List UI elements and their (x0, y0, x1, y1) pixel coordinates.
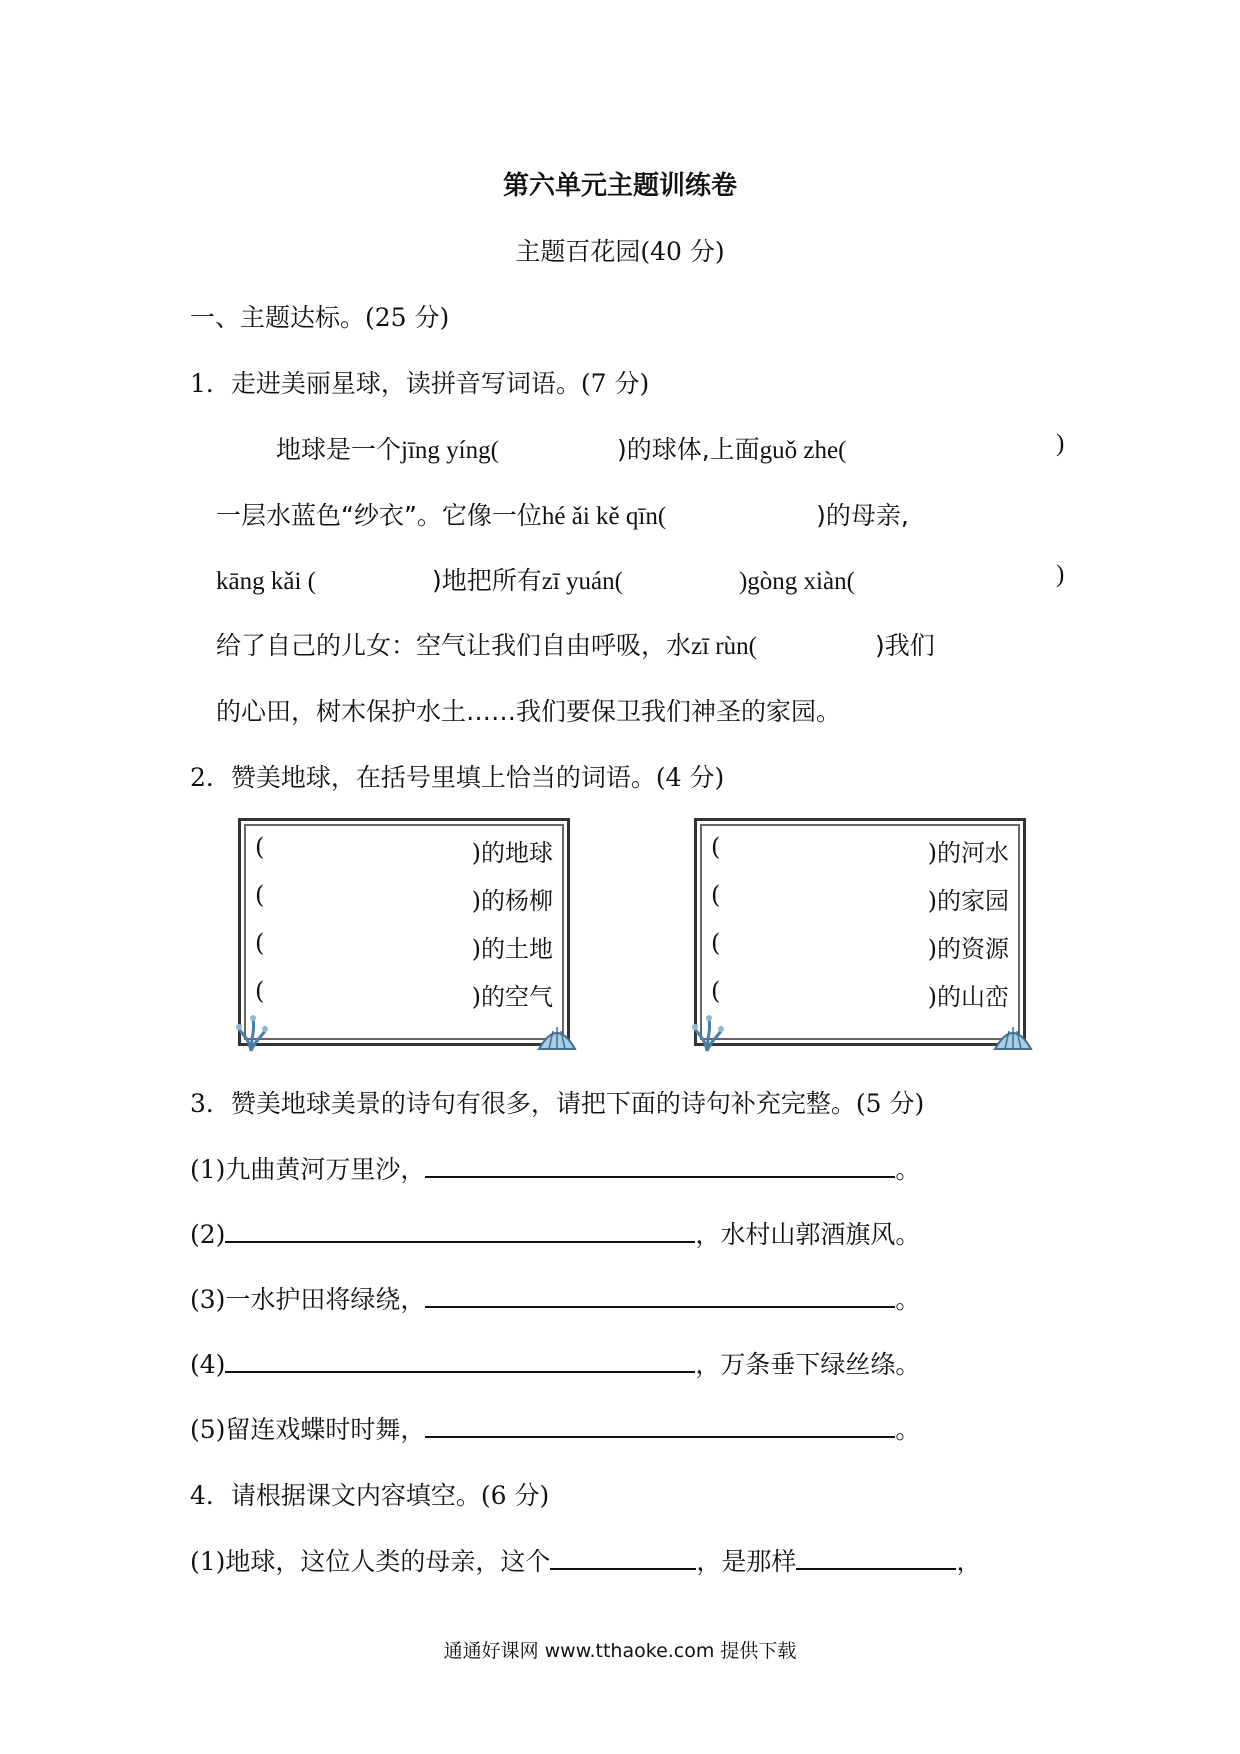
answer-blank[interactable] (425, 1151, 895, 1178)
q3-item-prefix: (5)留连戏蝶时时舞， (190, 1415, 426, 1444)
open-paren: ( (711, 977, 721, 1005)
shell-icon (991, 1019, 1035, 1053)
q3-item-suffix: ，水村山郭酒旗风。 (695, 1220, 921, 1249)
close-paren: ) (927, 887, 937, 915)
q1-line2-text-b: )的母亲, (816, 501, 909, 530)
answer-blank[interactable] (425, 1281, 895, 1308)
answer-blank[interactable] (225, 1216, 695, 1243)
q3-item-suffix: 。 (895, 1155, 921, 1184)
q1-line4-text-b: )我们 (874, 631, 935, 660)
section-one-heading: 一、主题达标。(25 分) (190, 303, 450, 332)
q3-item-1 (190, 1150, 920, 1186)
q1-line-3 (216, 561, 1076, 597)
page-footer: 通通好课网 www.tthaoke.com 提供下载 (443, 1640, 797, 1662)
q1-line-2 (216, 496, 1076, 532)
q2-left-item: 的土地 (481, 935, 553, 963)
q2-heading: 2．赞美地球，在括号里填上恰当的词语。(4 分) (190, 763, 725, 792)
open-paren: ( (711, 833, 721, 861)
q1-line-4 (216, 626, 1076, 662)
open-paren: ( (255, 977, 265, 1005)
q1-line2-pinyin-1: hé ǎi kě qīn( (541, 503, 667, 530)
open-paren: ( (255, 881, 265, 909)
q3-item-suffix: 。 (895, 1285, 921, 1314)
q2-right-row (711, 977, 1009, 1011)
q3-heading: 3．赞美地球美景的诗句有很多，请把下面的诗句补充完整。(5 分) (190, 1089, 925, 1118)
q2-right-row (711, 881, 1009, 915)
q1-line3-text-a: )地把所有 (431, 566, 542, 595)
q3-item-5 (190, 1410, 920, 1446)
q4-line-1 (190, 1542, 981, 1578)
q1-line2-text-a: 一层水蓝色“纱衣”。它像一位 (216, 501, 542, 530)
close-paren: ) (927, 983, 937, 1011)
q2-left-item: 的杨柳 (481, 887, 553, 915)
page-subtitle: 主题百花园(40 分) (515, 237, 725, 266)
q2-left-item: 的地球 (481, 839, 553, 867)
q2-right-item: 的河水 (937, 839, 1009, 867)
q3-item-2 (190, 1215, 920, 1251)
q1-line4-pinyin-1: zī rùn( (691, 633, 757, 660)
q3-item-prefix: (2) (190, 1220, 226, 1249)
close-paren: ) (471, 935, 481, 963)
q1-line1-text-b: )的球体,上面 (616, 435, 760, 464)
open-paren: ( (711, 929, 721, 957)
close-paren: ) (927, 935, 937, 963)
answer-blank[interactable] (425, 1411, 895, 1438)
q3-item-suffix: 。 (895, 1415, 921, 1444)
q1-line-1 (276, 430, 1076, 466)
close-paren: ) (471, 983, 481, 1011)
shell-icon (535, 1019, 579, 1053)
q3-item-suffix: ，万条垂下绿丝绦。 (695, 1350, 921, 1379)
q1-line3-pinyin-2: zī yuán( (541, 568, 623, 595)
q2-left-box (238, 818, 570, 1046)
q2-right-item: 的山峦 (937, 983, 1009, 1011)
page-title: 第六单元主题训练卷 (502, 171, 737, 201)
q1-line1-pinyin-2: guǒ zhe( (759, 437, 847, 464)
q4-text-a: (1)地球，这位人类的母亲，这个 (190, 1547, 551, 1576)
q4-heading: 4．请根据课文内容填空。(6 分) (190, 1481, 550, 1510)
q1-line1-text-a: 地球是一个 (276, 435, 402, 464)
q2-left-row (255, 881, 553, 915)
q1-line1-close: ) (1056, 430, 1065, 457)
q3-item-prefix: (4) (190, 1350, 226, 1379)
open-paren: ( (255, 833, 265, 861)
q1-line1-pinyin-1: jīng yíng( (401, 437, 499, 464)
coral-icon (231, 1009, 271, 1053)
q2-right-row (711, 929, 1009, 963)
q2-right-item: 的资源 (937, 935, 1009, 963)
q1-line3-close: ) (1056, 561, 1065, 588)
q1-heading: 1．走进美丽星球，读拼音写词语。(7 分) (190, 369, 650, 398)
q2-left-row (255, 977, 553, 1011)
open-paren: ( (711, 881, 721, 909)
q2-left-item: 的空气 (481, 983, 553, 1011)
q2-left-row (255, 929, 553, 963)
q3-item-3 (190, 1280, 920, 1316)
q4-text-b: ，是那样 (696, 1547, 797, 1576)
q2-right-item: 的家园 (937, 887, 1009, 915)
answer-blank[interactable] (225, 1346, 695, 1373)
answer-blank[interactable] (796, 1543, 956, 1570)
q3-item-prefix: (1)九曲黄河万里沙， (190, 1155, 426, 1184)
q3-item-4 (190, 1345, 920, 1381)
q2-left-row (255, 833, 553, 867)
q1-line3-pinyin-1: kāng kǎi ( (216, 568, 316, 595)
q2-right-box (694, 818, 1026, 1046)
close-paren: ) (471, 887, 481, 915)
q1-line-5: 的心田，树木保护水土……我们要保卫我们神圣的家园。 (216, 697, 842, 726)
q3-item-prefix: (3)一水护田将绿绕， (190, 1285, 426, 1314)
q4-text-c: ， (956, 1547, 982, 1576)
close-paren: ) (471, 839, 481, 867)
answer-blank[interactable] (550, 1543, 696, 1570)
close-paren: ) (927, 839, 937, 867)
q2-right-row (711, 833, 1009, 867)
coral-icon (687, 1009, 727, 1053)
open-paren: ( (255, 929, 265, 957)
q1-line4-text-a: 给了自己的儿女：空气让我们自由呼吸，水 (216, 631, 692, 660)
q1-line3-pinyin-3: )gòng xiàn( (738, 568, 855, 595)
